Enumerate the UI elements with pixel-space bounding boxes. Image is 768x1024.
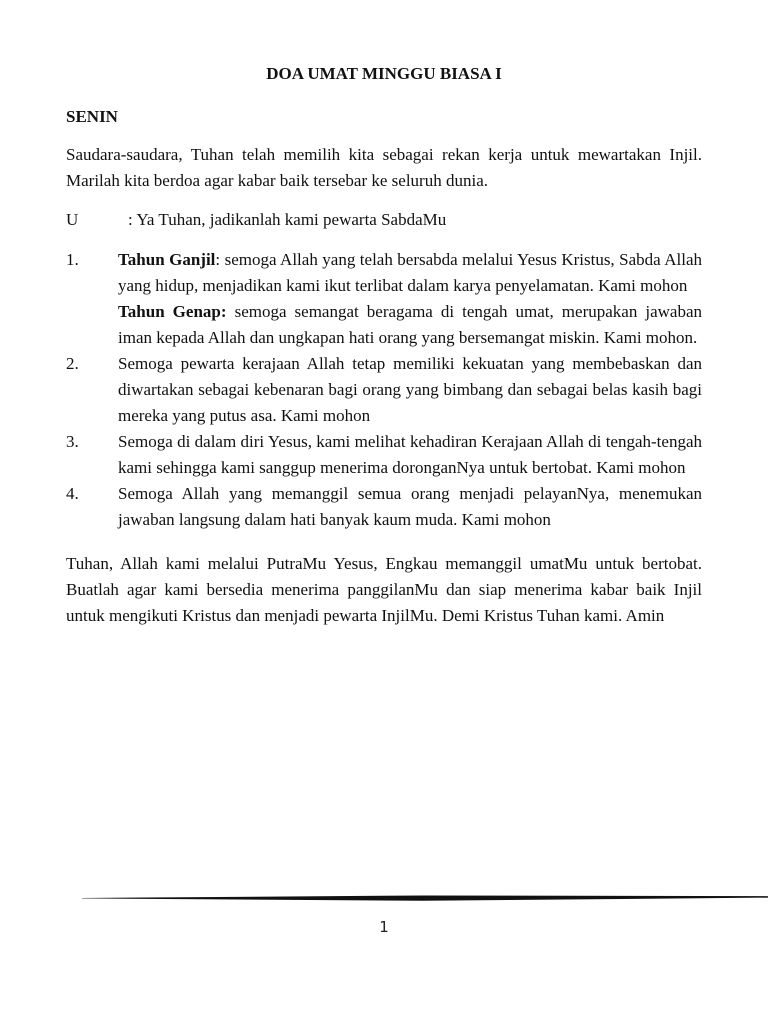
document-page: [66, 62, 702, 629]
intentions-list: [66, 247, 702, 533]
response-label: U: [66, 210, 79, 229]
intention-item: [66, 429, 702, 481]
odd-year-label: Tahun Ganjil: [118, 250, 216, 269]
intention-number: 4.: [66, 484, 79, 503]
odd-year-text: : semoga Allah yang telah bersabda melalui Yesus Kristus, Sabda Allah yang hidup, menjadikan kami ikut terlibat dalam karya penyelamatan. Kami mohon: [118, 250, 702, 295]
intention-text: Semoga Allah yang memanggil semua orang menjadi pelayanNya, menemukan jawaban langsung dalam hati banyak kaum muda. Kami mohon: [118, 484, 702, 529]
intention-number: 3.: [66, 432, 79, 451]
intention-body: [118, 247, 702, 351]
even-year-text: semoga semangat beragama di tengah umat, merupakan jawaban iman kepada Allah dan ungkapan hati orang yang bersemangat miskin. Kami mohon.: [118, 302, 702, 347]
even-year-label: Tahun Genap:: [118, 302, 227, 321]
even-year-intention: [118, 299, 702, 351]
intention-text: Semoga pewarta kerajaan Allah tetap memiliki kekuatan yang membebaskan dan diwartakan sebagai kebenaran bagi orang yang bimbang dan sebagai belas kasih bagi mereka yang putus asa. Kami mohon: [118, 354, 702, 425]
footer-divider-line: [82, 895, 768, 901]
page-number: 1: [379, 918, 389, 936]
intention-text: Semoga di dalam diri Yesus, kami melihat kehadiran Kerajaan Allah di tengah-tengah kami sehingga kami sanggup menerima doronganNya untuk bertobat. Kami mohon: [118, 432, 702, 477]
intention-number: 1.: [66, 250, 79, 269]
document-title: DOA UMAT MINGGU BIASA I: [266, 64, 502, 83]
response-line: [66, 207, 702, 233]
intention-item: [66, 351, 702, 429]
day-heading: SENIN: [66, 107, 118, 126]
intro-paragraph: Saudara-saudara, Tuhan telah memilih kita sebagai rekan kerja untuk mewartakan Injil. Marilah kita berdoa agar kabar baik tersebar ke seluruh dunia.: [66, 145, 702, 190]
intention-number: 2.: [66, 354, 79, 373]
closing-prayer: Tuhan, Allah kami melalui PutraMu Yesus, Engkau memanggil umatMu untuk bertobat. Buatlah agar kami bersedia menerima panggilanMu dan siap menerima kabar baik Injil untuk mengikuti Kristus dan menjadi pewarta InjilMu. Demi Kristus Tuhan kami. Amin: [66, 554, 702, 625]
response-text: : Ya Tuhan, jadikanlah kami pewarta SabdaMu: [128, 210, 447, 229]
odd-year-intention: [118, 247, 702, 299]
intention-item: [66, 247, 702, 351]
footer-divider: [82, 895, 768, 901]
intention-item: [66, 481, 702, 533]
